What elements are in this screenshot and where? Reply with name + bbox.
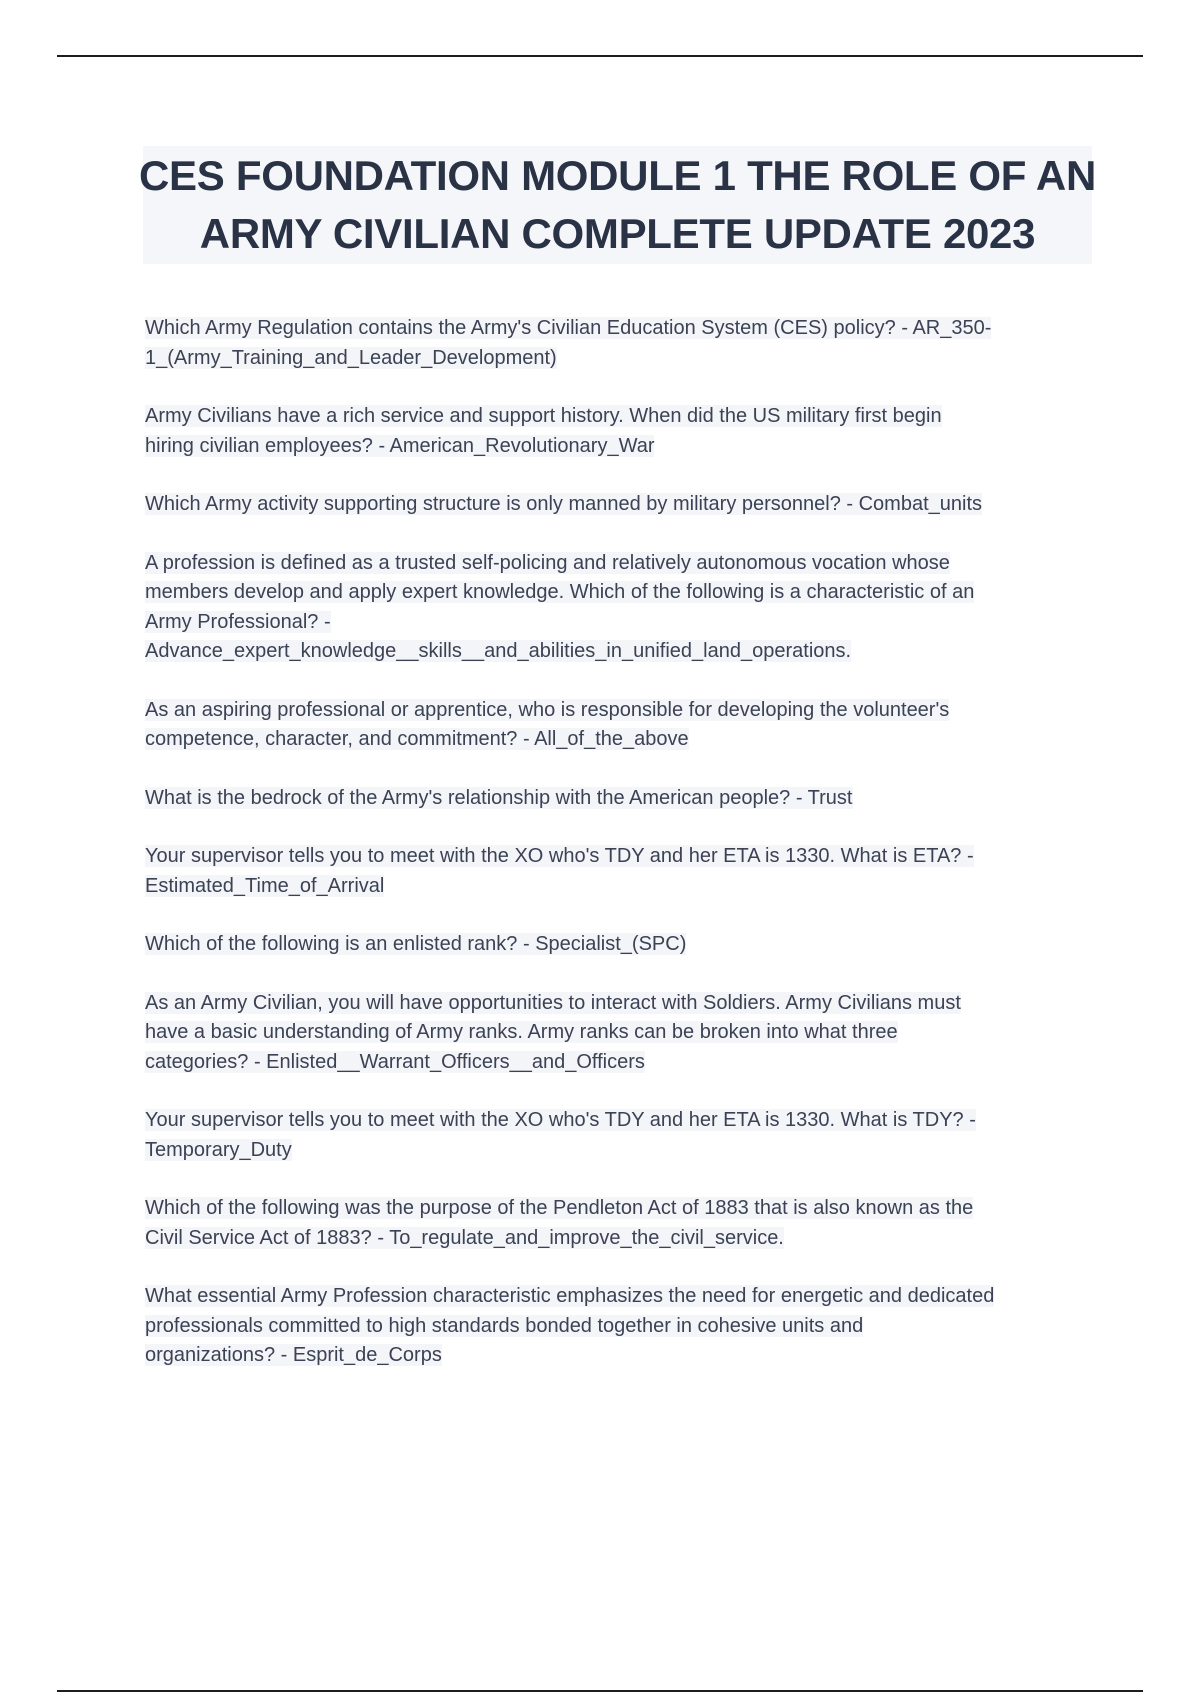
qa-text: Which of the following was the purpose of the Pendleton Act of 1883 that is also known as the [145, 1197, 974, 1219]
qa-text-line [145, 784, 1095, 814]
qa-text: professionals committed to high standards bonded together in cohesive units and [145, 1314, 864, 1337]
qa-text-line [145, 872, 1095, 902]
qa-item [145, 842, 1095, 901]
qa-text-line [145, 314, 1095, 344]
qa-text: members develop and apply expert knowledge. Which of the following is a characteristic of an [145, 581, 975, 603]
qa-text-line [145, 608, 1095, 638]
qa-item [145, 989, 1095, 1078]
qa-text: What essential Army Profession characteristic emphasizes the need for energetic and dedicated [145, 1285, 995, 1307]
qa-text-line [145, 1136, 1095, 1166]
qa-text-line [145, 1018, 1095, 1048]
qa-item [145, 1106, 1095, 1165]
qa-text-line [145, 1312, 1095, 1342]
qa-text: What is the bedrock of the Army's relationship with the American people? - Trust [145, 786, 853, 809]
qa-text: organizations? - Esprit_de_Corps [145, 1344, 442, 1366]
qa-text-line [145, 344, 1095, 374]
title-line-2: ARMY CIVILIAN COMPLETE UPDATE 2023 [199, 210, 1036, 257]
qa-item [145, 696, 1095, 755]
qa-text: Civil Service Act of 1883? - To_regulate_and_improve_the_civil_service. [145, 1226, 784, 1249]
bottom-rule [57, 1690, 1143, 1692]
qa-item [145, 490, 1095, 520]
question-answer-list [145, 314, 1095, 1400]
qa-text-line [145, 1341, 1095, 1371]
qa-text-line [145, 1224, 1095, 1254]
qa-text: As an aspiring professional or apprentice, who is responsible for developing the volunteer's [145, 698, 950, 721]
qa-text-line [145, 549, 1095, 579]
qa-item [145, 1282, 1095, 1371]
top-rule [57, 55, 1143, 57]
qa-text: Estimated_Time_of_Arrival [145, 874, 385, 897]
qa-text-line [145, 1106, 1095, 1136]
document-title [139, 146, 1096, 264]
qa-text-line [145, 578, 1095, 608]
qa-text: 1_(Army_Training_and_Leader_Development) [145, 346, 557, 369]
qa-text-line [145, 402, 1095, 432]
qa-item [145, 1194, 1095, 1253]
qa-text: Which Army Regulation contains the Army's Civilian Education System (CES) policy? - AR_350- [145, 317, 992, 339]
qa-text-line [145, 1194, 1095, 1224]
qa-text-line [145, 1048, 1095, 1078]
qa-item [145, 930, 1095, 960]
title-line-1: CES FOUNDATION MODULE 1 THE ROLE OF AN [139, 152, 1096, 199]
qa-item [145, 314, 1095, 373]
qa-text-line [145, 1282, 1095, 1312]
qa-text: competence, character, and commitment? - All_of_the_above [145, 728, 689, 750]
qa-item [145, 402, 1095, 461]
qa-text-line [145, 490, 1095, 520]
qa-text: Which Army activity supporting structure is only manned by military personnel? - Combat_units [145, 493, 983, 515]
qa-text: As an Army Civilian, you will have opportunities to interact with Soldiers. Army Civilians must [145, 991, 961, 1014]
qa-item [145, 549, 1095, 667]
qa-text: Army Civilians have a rich service and support history. When did the US military first begin [145, 405, 942, 427]
qa-text: Which of the following is an enlisted rank? - Specialist_(SPC) [145, 933, 687, 955]
qa-text: Your supervisor tells you to meet with the XO who's TDY and her ETA is 1330. What is TDY? - [145, 1109, 976, 1131]
qa-text-line [145, 432, 1095, 462]
qa-text: categories? - Enlisted__Warrant_Officers__and_Officers [145, 1050, 645, 1073]
qa-text: hiring civilian employees? - American_Revolutionary_War [145, 434, 655, 457]
qa-text: Advance_expert_knowledge__skills__and_abilities_in_unified_land_operations. [145, 640, 852, 662]
qa-text: Temporary_Duty [145, 1138, 292, 1161]
qa-text: Your supervisor tells you to meet with the XO who's TDY and her ETA is 1330. What is ETA? - [145, 845, 974, 867]
qa-text-line [145, 637, 1095, 667]
qa-text-line [145, 930, 1095, 960]
qa-text: A profession is defined as a trusted self-policing and relatively autonomous vocation whose [145, 551, 950, 574]
qa-item [145, 784, 1095, 814]
qa-text-line [145, 696, 1095, 726]
qa-text-line [145, 725, 1095, 755]
qa-text: Army Professional? - [145, 610, 331, 633]
qa-text: have a basic understanding of Army ranks. Army ranks can be broken into what three [145, 1021, 898, 1043]
qa-text-line [145, 842, 1095, 872]
qa-text-line [145, 989, 1095, 1019]
